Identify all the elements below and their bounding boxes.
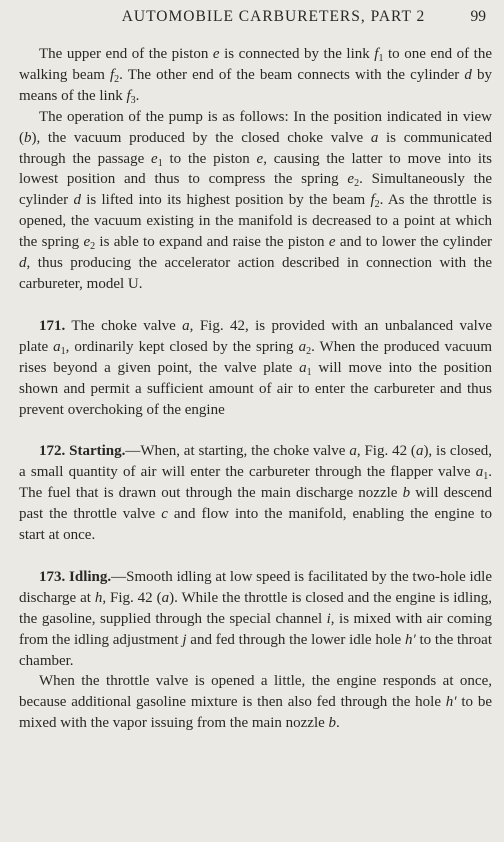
italic-symbol: d [19,255,27,272]
bold-heading: Starting. [69,443,126,460]
italic-symbol: e [328,234,336,251]
bold-heading: 171. [39,317,66,334]
subscript: 1 [157,157,163,169]
paragraph-173-idling: 173. Idling.—Smooth idling at low speed is facilitated by the two-hole idle discharge at h, Fig. 42 (a). While the throttle is closed and the engine is idling, the gasoline, supplied through the special channel i, is mixed with air coming from the idling adjustment j and fed through the lower idle hole h′ to the throat chamber. [19,568,493,669]
paragraph-piston-link: The upper end of the piston e is connected by the link $f_1$ to one end of the walking beam $f_2$. The other end of the beam connects with the cylinder d by means of the link $f_3$. [19,46,492,106]
paragraph-171-choke-valve: 171. The choke valve a, Fig. 42, is provided with an unbalanced valve plate $a_1$, ordinarily kept closed by the spring $a_2$. When the produced vacuum rises beyond a given point, the valve plate $a_1$ will move into the position shown and permit a sufficient amount of air to enter the carbureter and thus prevent overchoking of the engine [19,317,492,418]
italic-symbol: d [464,66,472,83]
subscript: 2 [90,241,96,253]
body-text [19,44,492,734]
bold-heading: 173. [39,568,66,585]
italic-symbol: f [126,87,131,104]
subscript: 2 [374,199,380,211]
italic-symbol: a [349,443,357,460]
italic-symbol: e [212,46,220,62]
italic-symbol: b [24,129,32,146]
running-head [19,4,492,30]
italic-symbol: f [110,66,115,83]
subscript: 2 [114,73,120,85]
subscript: 1 [60,345,66,357]
subscript: 2 [354,178,360,190]
italic-symbol: f [374,46,379,62]
italic-symbol: a [53,338,61,355]
italic-symbol: a [298,338,307,355]
italic-symbol: e [256,150,264,167]
paragraph-throttle-opened: When the throttle valve is opened a little, the engine responds at once, because additional gasoline mixture is then also fed through the hole h′ to be mixed with the vapor issuing from the main nozzle b. [19,673,492,732]
italic-symbol: a [299,359,307,376]
italic-symbol: j [182,631,187,648]
italic-symbol: a [475,464,484,481]
italic-symbol: a [161,589,170,606]
subscript: 1 [306,366,312,378]
italic-symbol: c [161,506,168,523]
subscript: 3 [130,94,136,106]
bold-heading: 172. [39,443,66,460]
page-number: 99 [470,8,486,25]
running-head-title: AUTOMOBILE CARBURETERS, PART 2 [121,8,426,25]
italic-symbol: i [326,610,331,627]
italic-symbol: a [415,443,424,460]
italic-symbol: d [73,192,81,209]
italic-symbol: f [370,192,375,209]
paragraph-172-starting: 172. Starting.—When, at starting, the choke valve a, Fig. 42 (a), is closed, a small quantity of air will enter the carbureter through the flapper valve $a_1$. The fuel that is drawn out through the main discharge nozzle b will descend past the throttle valve c and flow into the manifold, enabling the engine to start at once. [19,443,492,544]
italic-symbol: h′ [445,694,457,711]
italic-symbol: h′ [404,631,416,648]
italic-symbol: b [402,485,411,502]
italic-symbol: h [94,589,103,606]
italic-symbol: b [328,715,337,732]
subscript: 2 [306,345,312,357]
subscript: 1 [378,53,384,64]
italic-symbol: a [182,317,190,334]
italic-symbol: e [83,234,91,251]
italic-symbol: a [370,129,379,146]
subscript: 1 [483,471,489,483]
italic-symbol: e [347,171,355,188]
bold-heading: Idling. [69,568,112,585]
paragraph-pump-operation: The operation of the pump is as follows: In the position indicated in view (b), the vacuum produced by the closed choke valve a is communicated through the passage $e_1$ to the piston e, causing the latter to move into its lowest position and thus to compress the spring $e_2$. Simultaneously the cylinder d is lifted into its highest position by the beam $f_2$. As the throttle is opened, the vacuum existing in the manifold is decreased to a point at which the spring $e_2$ is able to expand and raise the piston e and to lower the cylinder d, thus producing the accelerator action described in connection with the carbureter, model U. [19,108,493,292]
italic-symbol: e [151,150,158,167]
